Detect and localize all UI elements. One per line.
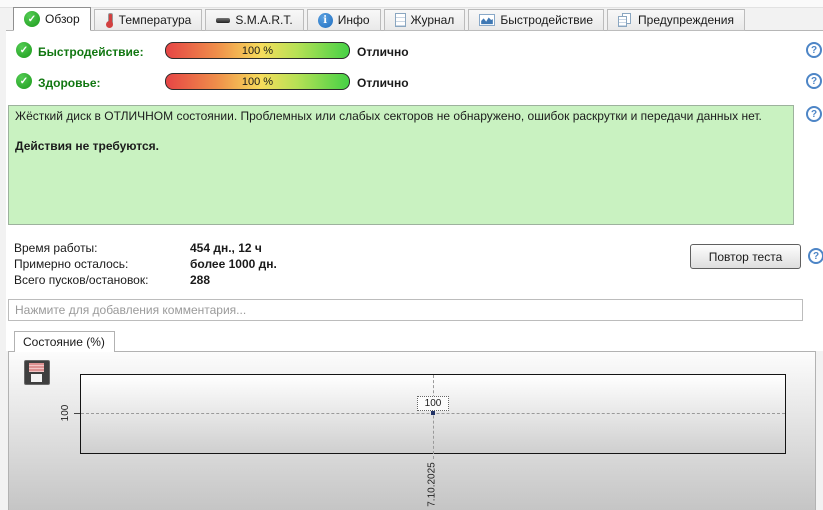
health-ok-icon: ✓ [16,73,32,89]
health-status-text: Отлично [357,76,409,90]
performance-chart-icon [479,14,495,26]
retest-button[interactable] [690,244,801,269]
top-edge-strip [0,0,823,8]
check-circle-icon: ✓ [24,11,40,27]
message-help-icon[interactable]: ? [806,106,822,122]
data-point-label: 100 [417,396,449,411]
tab-warnings-label: Предупреждения [638,13,734,27]
tab-info[interactable] [307,9,381,31]
tab-smart-label: S.M.A.R.T. [235,13,293,27]
tab-info-label: Инфо [337,13,370,27]
power-on-time-label: Время работы: [14,241,98,255]
tab-temperature-label: Температура [118,13,192,27]
chart-data-point[interactable] [431,411,435,415]
chart-vertical-gridline [433,375,434,459]
tab-performance[interactable] [468,9,604,31]
health-bar-value: 100 % [241,75,274,88]
health-bar [165,73,350,90]
performance-status-text: Отлично [357,45,409,59]
estimated-remaining-value: более 1000 дн. [190,257,277,271]
y-axis-tick [74,413,80,414]
document-icon [395,13,406,27]
performance-bar [165,42,350,59]
tab-overview-label: Обзор [45,12,80,26]
comment-input[interactable] [8,299,803,321]
estimated-remaining-label: Примерно осталось: [14,257,129,271]
tab-bar [6,8,823,31]
tab-temperature[interactable] [94,9,203,31]
tab-overview[interactable] [13,7,91,31]
power-on-time-value: 454 дн., 12 ч [190,241,262,255]
health-row-label: Здоровье: [38,76,101,90]
performance-help-icon[interactable]: ? [806,42,822,58]
status-message-line2: Действия не требуются. [15,139,159,153]
start-stop-count-value: 288 [190,273,211,287]
y-axis-tick-label: 100 [60,404,71,422]
performance-row-label: Быстродействие: [38,45,144,59]
start-stop-count-label: Всего пусков/остановок: [14,273,149,287]
tab-smart[interactable] [205,9,303,31]
tab-performance-label: Быстродействие [500,13,594,27]
tab-health-chart[interactable] [14,331,115,352]
x-axis-date-label: 7.10.2025 [426,462,438,507]
info-circle-icon: i [318,13,333,28]
thermometer-icon [105,13,114,28]
performance-bar-value: 100 % [241,44,274,57]
save-chart-button[interactable] [24,360,50,385]
retest-help-icon[interactable]: ? [808,248,823,264]
tab-warnings[interactable] [607,9,745,31]
tab-journal-label: Журнал [410,13,455,27]
floppy-disk-icon [29,363,44,372]
tab-journal[interactable] [384,9,466,31]
status-message-box [8,105,794,225]
status-message-line1: Жёсткий диск в ОТЛИЧНОМ состоянии. Проблемных или слабых секторов не обнаружено, ошибок раскрутки и передачи данных нет. [15,109,762,123]
performance-ok-icon: ✓ [16,42,32,58]
health-help-icon[interactable]: ? [806,73,822,89]
disk-bar-icon [216,18,230,23]
pages-icon [618,13,633,28]
tab-health-chart-label: Состояние (%) [23,335,105,349]
retest-button-label: Повтор теста [708,249,783,264]
